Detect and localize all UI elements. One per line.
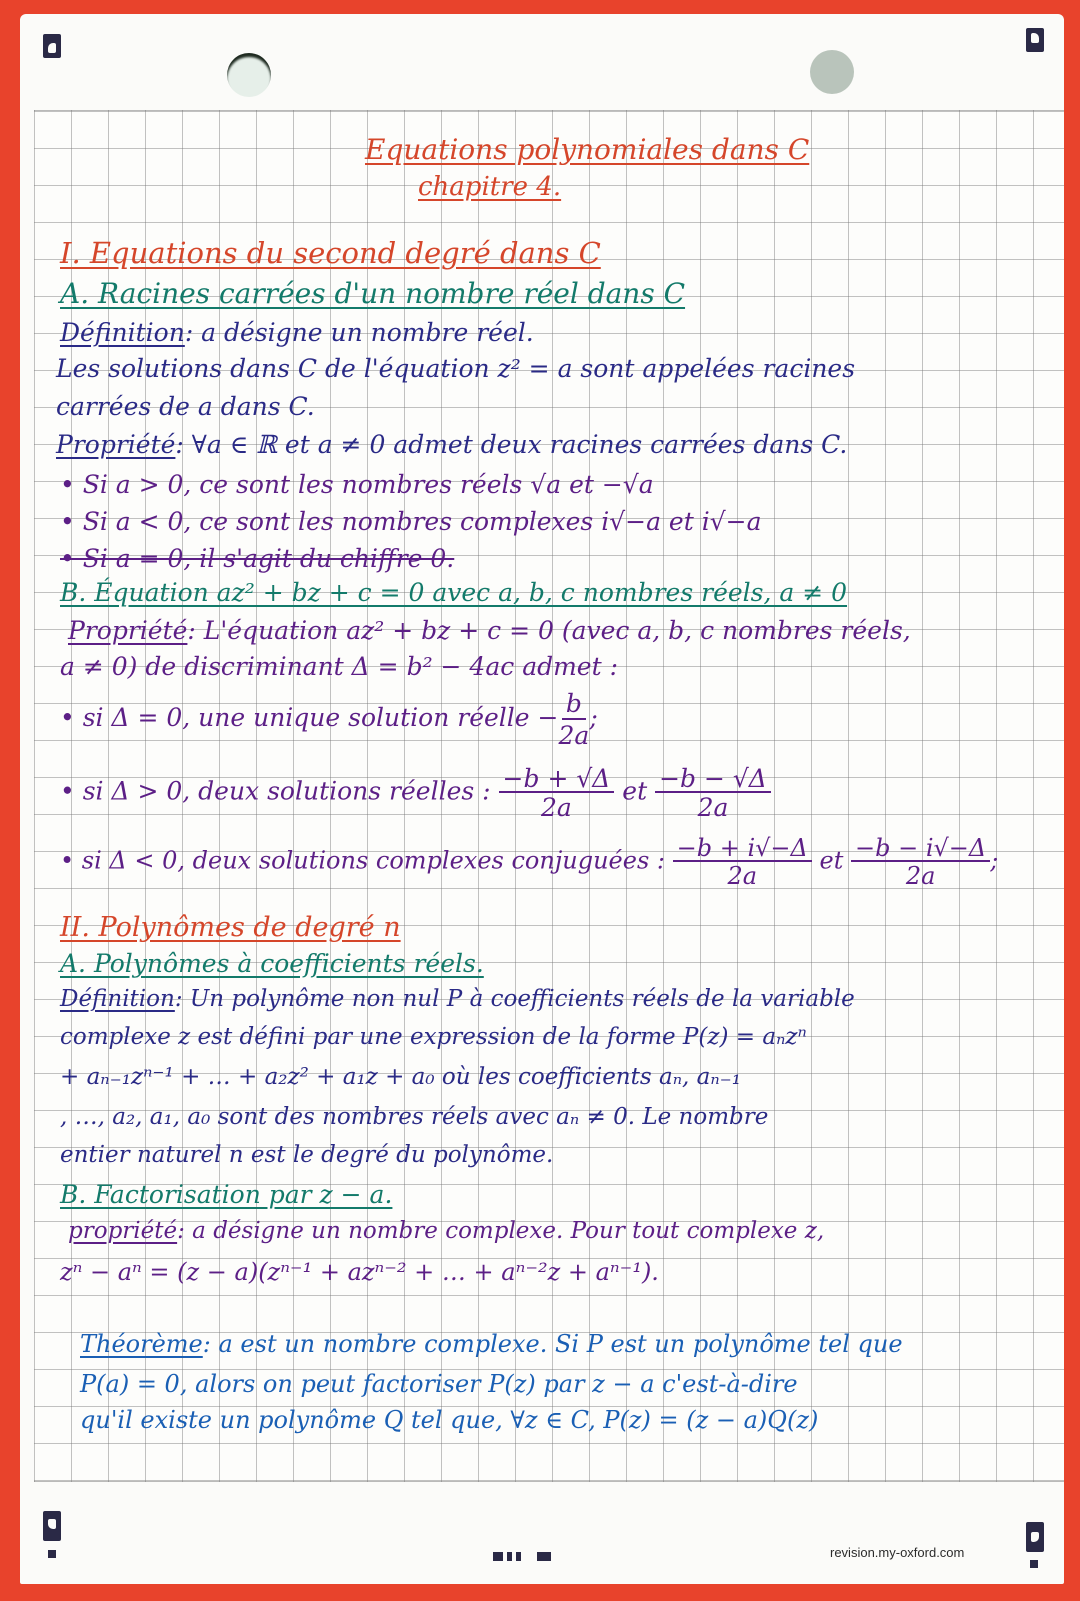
corner-marker-top-left [43,34,61,58]
punch-hole-right [810,50,854,94]
property-1b [68,618,911,643]
definition-text: : Un polynôme non nul P à coefficients réels de la variable [174,986,855,1012]
property-2b [68,1220,824,1243]
fraction [559,690,590,749]
corner-marker-bottom-left [43,1511,61,1541]
denominator: 2a [558,720,590,750]
definition-2a-line2: complexe z est défini par une expression de la forme P(z) = aₙzⁿ [60,1024,807,1050]
definition-2a-line3: + aₙ₋₁zⁿ⁻¹ + … + a₂z² + a₁z + a₀ où les coefficients aₙ, aₙ₋₁ [60,1064,742,1090]
definition-1a-line3: carrées de a dans C. [56,392,315,421]
theorem-line3: qu'il existe un polynôme Q tel que, ∀z ∈ C, P(z) = (z − a)Q(z) [80,1406,819,1434]
theorem-text: : a est un nombre complexe. Si P est un polynôme tel que [202,1330,903,1358]
section-1b-heading: B. Équation az² + bz + c = 0 avec a, b, c nombres réels, a ≠ 0 [60,578,848,607]
fraction-plus [673,836,812,888]
case-delta-negative [60,836,998,888]
small-marker-bottom-right [1030,1560,1038,1568]
case-delta-zero [60,690,598,749]
chapter-label: chapitre 4. [418,172,562,202]
bullet-zero-struck: • Si a = 0, il s'agit du chiffre 0. [60,544,455,573]
denominator: 2a [697,793,729,822]
corner-marker-bottom-right [1026,1522,1044,1552]
definition-2a-line4: , …, a₂, a₁, a₀ sont des nombres réels avec aₙ ≠ 0. Le nombre [60,1104,769,1130]
definition-2a-line1 [60,988,855,1011]
definition-text: : a désigne un nombre réel. [184,318,534,347]
case-text: • si Δ < 0, deux solutions complexes conjuguées : [60,846,665,875]
numerator: −b − i√−Δ [851,836,990,862]
section-1a-heading: A. Racines carrées d'un nombre réel dans C [60,277,686,310]
definition-1a [60,320,534,345]
scan-mark [516,1552,521,1561]
case-text: • si Δ > 0, deux solutions réelles : [60,776,491,806]
scan-mark [507,1552,512,1561]
minus-sign: − [537,703,559,732]
semicolon: ; [990,846,999,875]
definition-2a-line5: entier naturel n est le degré du polynôme. [60,1142,554,1168]
property-label: Propriété [56,430,176,459]
punch-hole-left [227,53,271,97]
section-2-heading: II. Polynômes de degré n [60,912,401,943]
property-text: : ∀a ∈ ℝ et a ≠ 0 admet deux racines carrées dans C. [175,430,848,459]
property-text: : L'équation az² + bz + c = 0 (avec a, b, c nombres réels, [187,616,911,645]
case-text: • si Δ = 0, une unique solution réelle [60,703,530,732]
property-label: propriété [68,1218,178,1244]
property-label: Propriété [68,616,188,645]
fraction-minus [851,836,990,888]
scan-mark [493,1552,503,1561]
section-1-heading: I. Equations du second degré dans C [60,236,601,270]
numerator: −b + i√−Δ [673,836,812,862]
bullet-negative: • Si a < 0, ce sont les nombres complexes i√−a et i√−a [60,507,762,536]
section-2a-heading: A. Polynômes à coefficients réels. [60,949,484,978]
semicolon: ; [589,703,598,732]
section-2b-heading: B. Factorisation par z − a. [60,1180,393,1209]
discriminant-line: a ≠ 0) de discriminant Δ = b² − 4ac admet : [60,652,619,681]
denominator: 2a [541,793,572,822]
numerator: −b − √Δ [655,766,771,793]
property-1a [56,432,847,457]
bullet-positive: • Si a > 0, ce sont les nombres réels √a et −√a [60,470,654,499]
footer-url: revision.my-oxford.com [830,1545,965,1560]
case-delta-positive [60,766,771,820]
definition-1a-line2: Les solutions dans C de l'équation z² = a sont appelées racines [56,354,856,383]
definition-label: Définition [60,318,185,347]
fraction-minus [655,766,771,820]
corner-marker-top-right [1026,28,1044,52]
property-text: : a désigne un nombre complexe. Pour tout complexe z, [177,1218,825,1244]
numerator: b [562,690,586,720]
factorization-formula: zⁿ − aⁿ = (z − a)(zⁿ⁻¹ + azⁿ⁻² + … + aⁿ⁻²z + aⁿ⁻¹). [60,1258,659,1286]
theorem-line2: P(a) = 0, alors on peut factoriser P(z) par z − a c'est-à-dire [80,1370,798,1398]
theorem-label: Théorème [80,1330,203,1358]
page-title: Equations polynomiales dans C [365,133,810,166]
conjunction: et [819,846,844,875]
scan-marks [493,1552,551,1561]
fraction-plus [499,766,615,820]
denominator: 2a [905,862,936,890]
denominator: 2a [727,862,758,890]
notebook-page [20,14,1064,1584]
theorem-line1 [80,1332,903,1356]
definition-label: Définition [60,986,175,1012]
small-marker-bottom-left [48,1550,56,1558]
numerator: −b + √Δ [499,766,615,793]
scan-mark [537,1552,551,1561]
conjunction: et [622,776,648,806]
